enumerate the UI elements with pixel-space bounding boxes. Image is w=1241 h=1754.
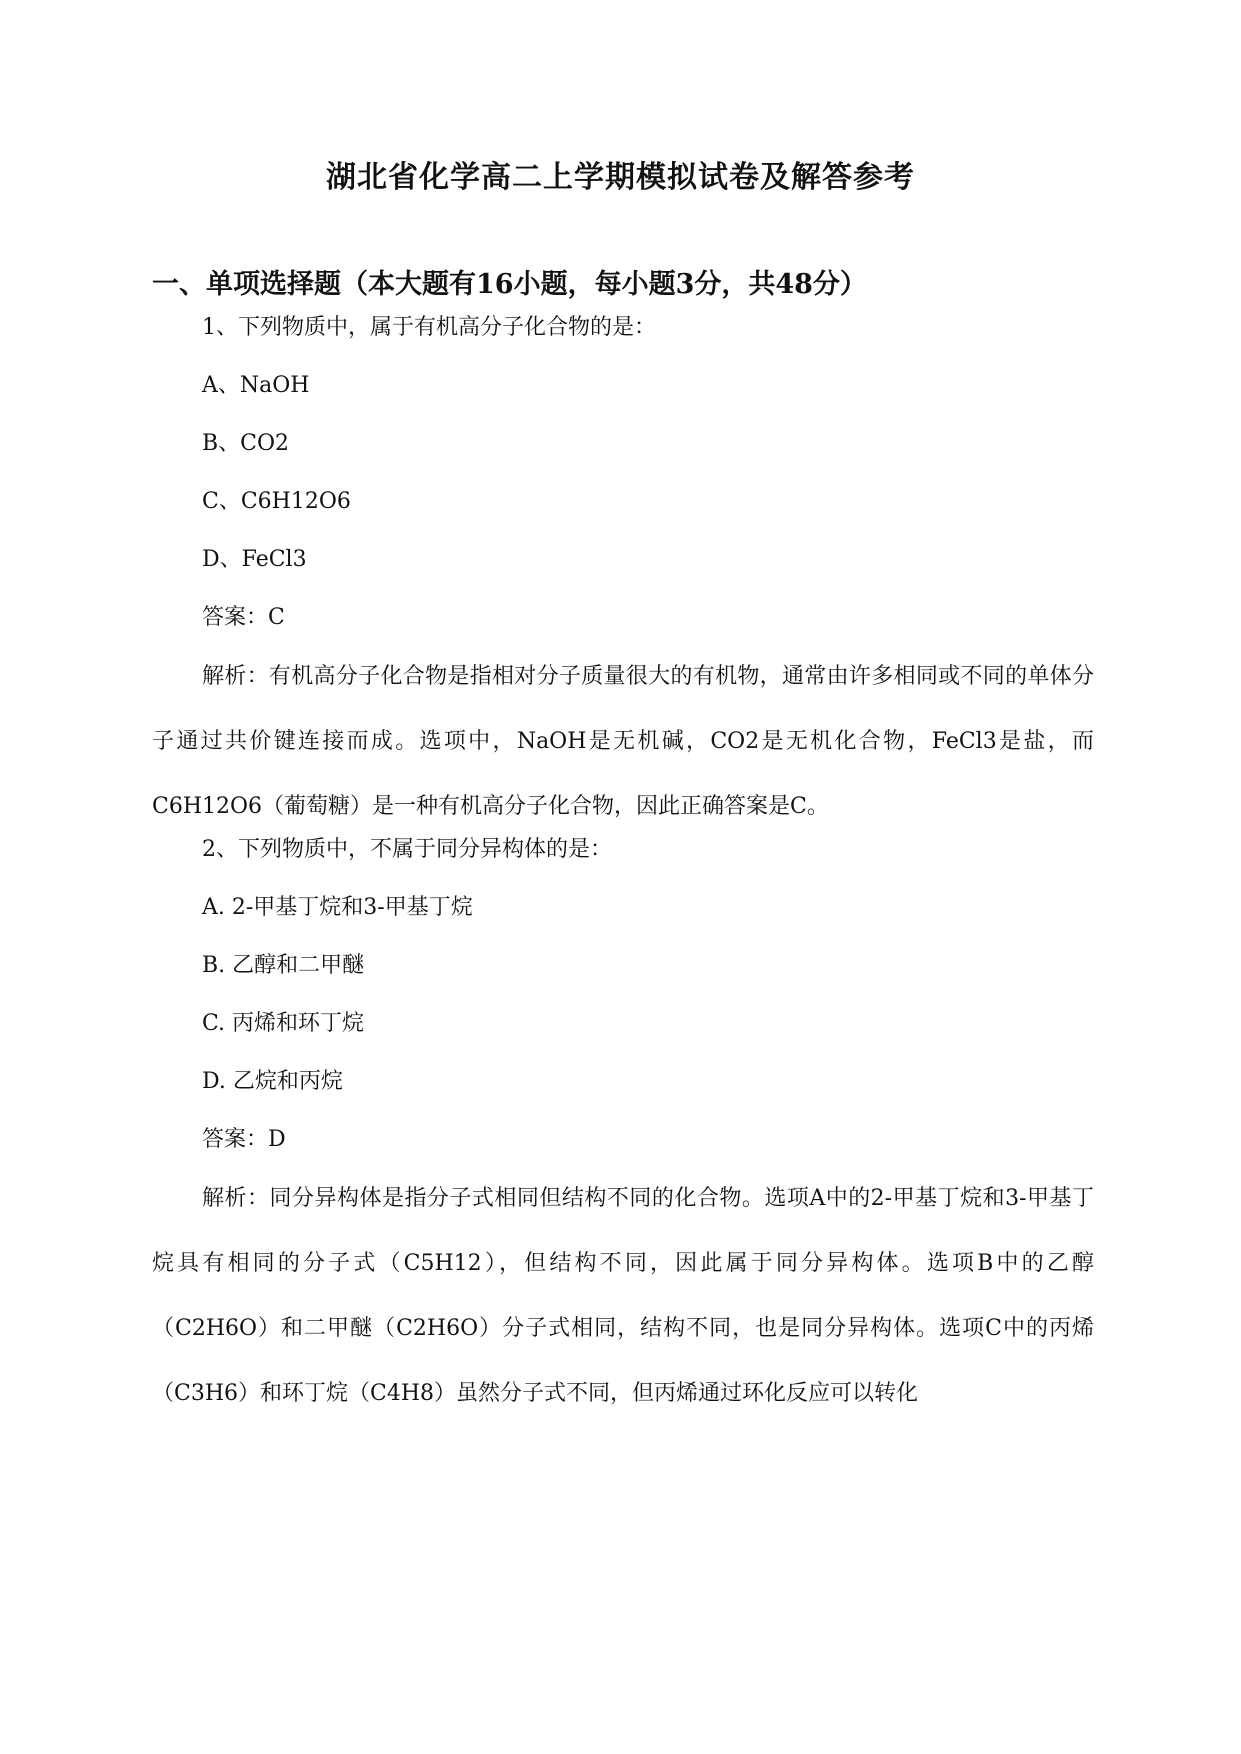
question-1-option-a: A、NaOH <box>202 373 310 398</box>
question-2-option-b: B. 乙醇和二甲醚 <box>202 953 365 978</box>
question-2-analysis: 解析：同分异构体是指分子式相同但结构不同的化合物。选项A中的2-甲基丁烷和3-甲基丁烷具有相同的分子式（C5H12），但结构不同，因此属于同分异构体。选项B中的乙醇（C2H6O）和二甲醚（C2H6O）分子式相同，结构不同，也是同分异构体。选项C中的丙烯（C3H6）和环丁烷（C4H8）虽然分子式不同，但丙烯通过环化反应可以转化 <box>152 1186 1094 1406</box>
question-1-stem: 1、下列物质中，属于有机高分子化合物的是： <box>202 315 656 340</box>
question-1-option-b: B、CO2 <box>202 431 290 456</box>
section-heading: 一、单项选择题（本大题有16小题，每小题3分，共48分） <box>152 269 867 300</box>
question-2-option-d: D. 乙烷和丙烷 <box>202 1069 343 1094</box>
document-title: 湖北省化学高二上学期模拟试卷及解答参考 <box>326 160 915 195</box>
question-2-answer: 答案：D <box>202 1127 286 1152</box>
question-1-answer: 答案：C <box>202 605 285 630</box>
question-1-option-c: C、C6H12O6 <box>202 489 351 514</box>
question-1-analysis: 解析：有机高分子化合物是指相对分子质量很大的有机物，通常由许多相同或不同的单体分子通过共价键连接而成。选项中，NaOH是无机碱，CO2是无机化合物，FeCl3是盐，而C6H12O6（葡萄糖）是一种有机高分子化合物，因此正确答案是C。 <box>152 664 1094 819</box>
question-2-option-c: C. 丙烯和环丁烷 <box>202 1011 365 1036</box>
question-1-option-d: D、FeCl3 <box>202 547 307 572</box>
question-2-stem: 2、下列物质中，不属于同分异构体的是： <box>202 837 612 862</box>
question-2-option-a: A. 2-甲基丁烷和3-甲基丁烷 <box>202 895 473 920</box>
